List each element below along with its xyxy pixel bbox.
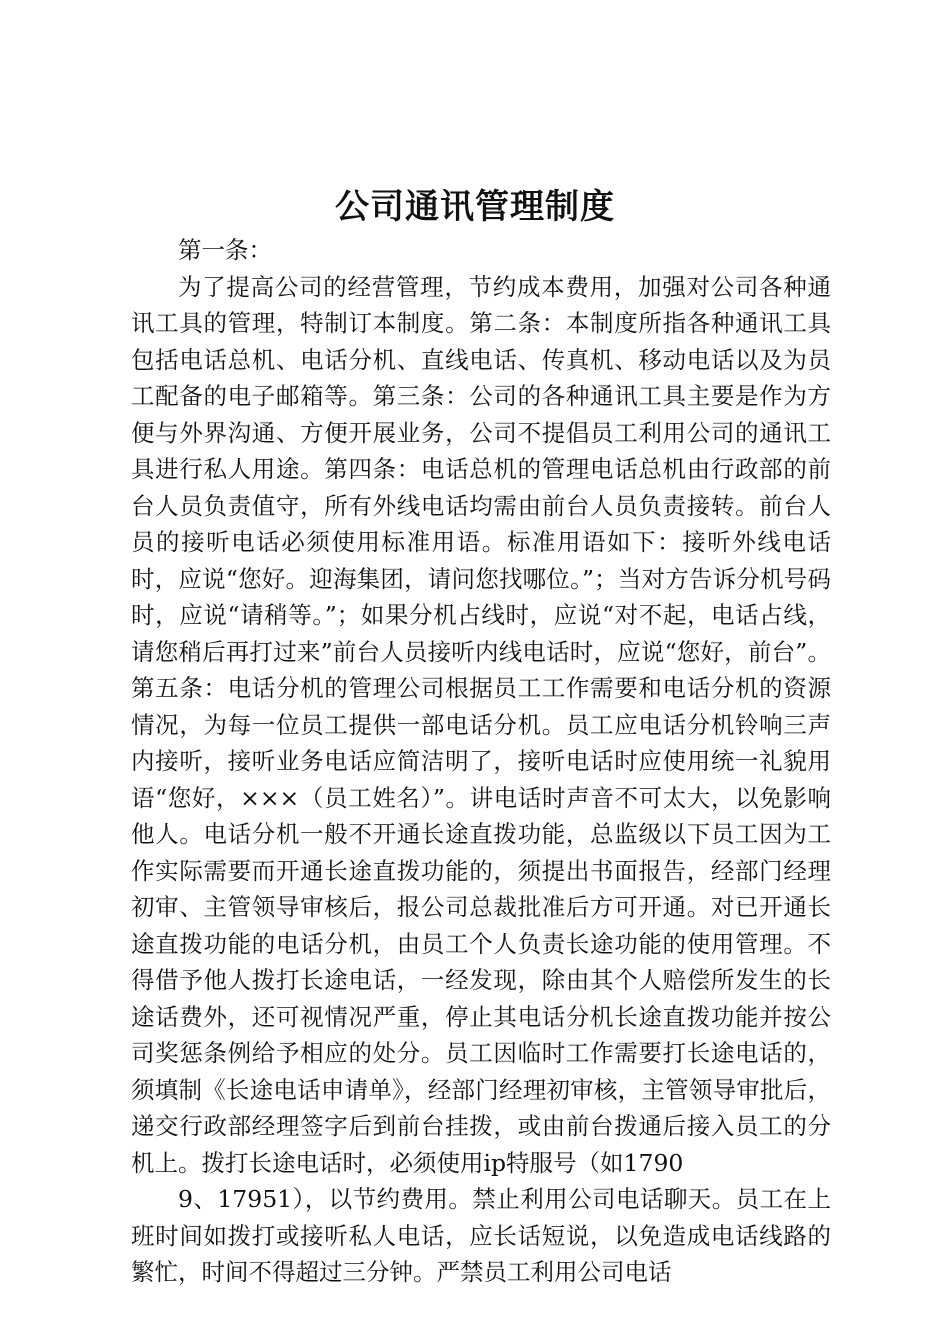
paragraph-main-text: 为了提高公司的经营管理，节约成本费用，加强对公司各种通讯工具的管理，特制订本制度。第二条：本制度所指各种通讯工具包括电话总机、电话分机、直线电话、传真机、移动电话以及为员工配备的电子邮箱等。第三条：公司的各种通讯工具主要是作为方便与外界沟通、方便开展业务，公司不提倡员工利用公司的通讯工具进行私人用途。第四条：电话总机的管理电话总机由行政部的前台人员负责值守，所有外线电话均需由前台人员负责接转。前台人员的接听电话必须使用标准用语。标准用语如下：接听外线电话时，应说“您好。迎海集团，请问您找哪位。”；当对方告诉分机号码时，应说“请稍等。”；如果分机占线时，应说“对不起，电话占线，请您稍后再打过来”前台人员接听内线电话时，应说“您好，前台”。第五条：电话分机的管理公司根据员工工作需要和电话分机的资源情况，为每一位员工提供一部电话分机。员工应电话分机铃响三声内接听，接听业务电话应简洁明了，接听电话时应使用统一礼貌用语“您好，×××（员工姓名）”。讲电话时声音不可太大，以免影响他人。电话分机一般不开通长途直拨功能，总监级以下员工因为工作实际需要而开通长途直拨功能的，须提出书面报告，经部门经理初审、主管领导审核后，报公司总裁批准后方可开通。对已开通长途直拨功能的电话分机，由员工个人负责长途功能的使用管理。不得借予他人拨打长途电话，一经发现，除由其个人赔偿所发生的长途话费外，还可视情况严重，停止其电话分机长途直拨功能并按公司奖惩条例给予相应的处分。员工因临时工作需要打长途电话的，须填制《长途电话申请单》，经部门经理初审核，主管领导审批后，递交行政部经理签字后到前台挂拨，或由前台拨通后接入员工的分机上。拨打长途电话时，必须使用ip特服号（如1790 bbox=[131, 272, 831, 1177]
paragraph-article-one-heading: 第一条： bbox=[178, 236, 272, 264]
document-body bbox=[131, 232, 831, 1291]
paragraph-continuation: 9、17951），以节约费用。禁止利用公司电话聊天。员工在上班时间如拨打或接听私人电话，应长话短说，以免造成电话线路的繁忙，时间不得超过三分钟。严禁员工利用公司电话 bbox=[131, 1185, 831, 1286]
document-title: 公司通讯管理制度 bbox=[335, 187, 615, 227]
